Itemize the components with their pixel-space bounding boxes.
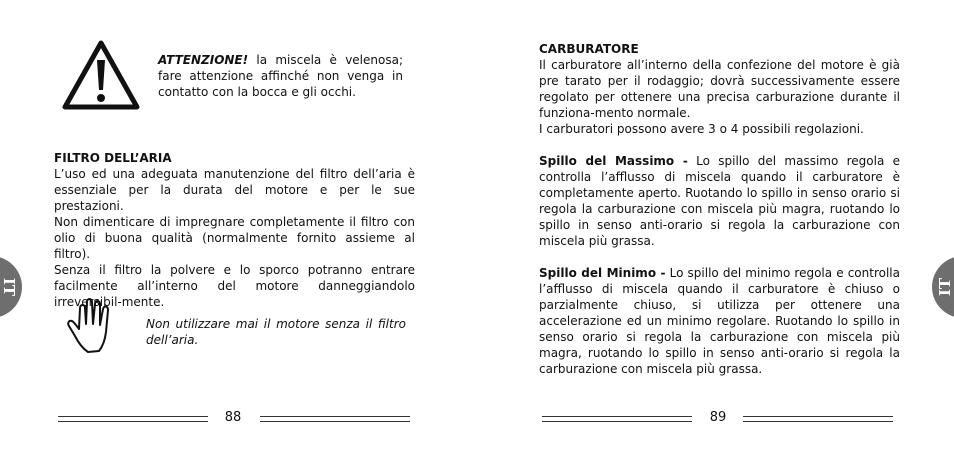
language-tab-label: IT (0, 277, 18, 297)
page-number: 88 (224, 410, 242, 425)
warning-title: ATTENZIONE! (158, 53, 249, 67)
air-filter-paragraph-2: Non dimenticare di impregnare completamente il filtro con olio di buona qualità (normalmente fornito assieme al filtro). (54, 215, 415, 261)
warning-message (158, 52, 403, 100)
air-filter-paragraph-1: L’uso ed una adeguata manutenzione del filtro dell’aria è essenziale per la durata del motore e per le sue prestazioni. (54, 167, 415, 213)
air-filter-note: Non utilizzare mai il motore senza il filtro dell’aria. (146, 317, 406, 347)
carburetor-heading: CARBURATORE (539, 42, 639, 56)
air-filter-section (54, 150, 415, 310)
right-page (477, 0, 954, 457)
max-needle-paragraph (539, 153, 900, 249)
min-needle-text: Lo spillo del minimo regola e controlla l’afflusso di miscela quando il carburatore è chiuso o parzialmente chiuso, si utilizza per ottenere una accelerazione ed un minimo regolare. Ruotando lo spillo in senso orario si regola la carburazione con miscela più magra, ruotando lo spillo in senso anti-orario si regola la carburazione con miscela più grassa. (539, 266, 900, 376)
air-filter-paragraph-3: Senza il filtro la polvere e lo sporco potranno entrare facilmente all’interno del motore danneggiandolo irreversibil-mente. (54, 263, 415, 309)
language-tab-left (0, 256, 22, 318)
warning-triangle-icon (62, 40, 140, 110)
language-tab-label: IT (936, 277, 954, 297)
footer-rule (260, 416, 410, 422)
footer-rule (58, 416, 208, 422)
max-needle-text: Lo spillo del massimo regola e controlla l’afflusso di miscela quando il carburatore è completamente aperto. Ruotando lo spillo in senso orario si regola la carburazione con miscela più magra, ruotando lo spillo in senso anti-orario si regola la carburazione con miscela più grassa. (539, 154, 900, 248)
warning-text: la miscela è velenosa; fare attenzione affinché non venga in contatto con la bocca e gli occhi. (158, 53, 403, 99)
page-number: 89 (709, 410, 727, 425)
stop-hand-icon (66, 296, 126, 356)
carburetor-section (539, 41, 900, 377)
min-needle-paragraph (539, 265, 900, 377)
air-filter-heading: FILTRO DELL’ARIA (54, 151, 172, 165)
carburetor-paragraph-2: I carburatori possono avere 3 o 4 possibili regolazioni. (539, 122, 864, 136)
max-needle-title: Spillo del Massimo - (539, 154, 688, 168)
footer-rule (743, 416, 893, 422)
page-footer-left (0, 409, 477, 427)
min-needle-title: Spillo del Minimo - (539, 266, 666, 280)
footer-rule (542, 416, 692, 422)
language-tab-right (932, 256, 954, 318)
page-footer-right (477, 409, 954, 427)
carburetor-paragraph-1: Il carburatore all’interno della confezione del motore è già pre tarato per il rodaggio; dovrà successivamente essere regolato per ottenere una precisa carburazione durante il funziona-mento normale. (539, 58, 900, 120)
